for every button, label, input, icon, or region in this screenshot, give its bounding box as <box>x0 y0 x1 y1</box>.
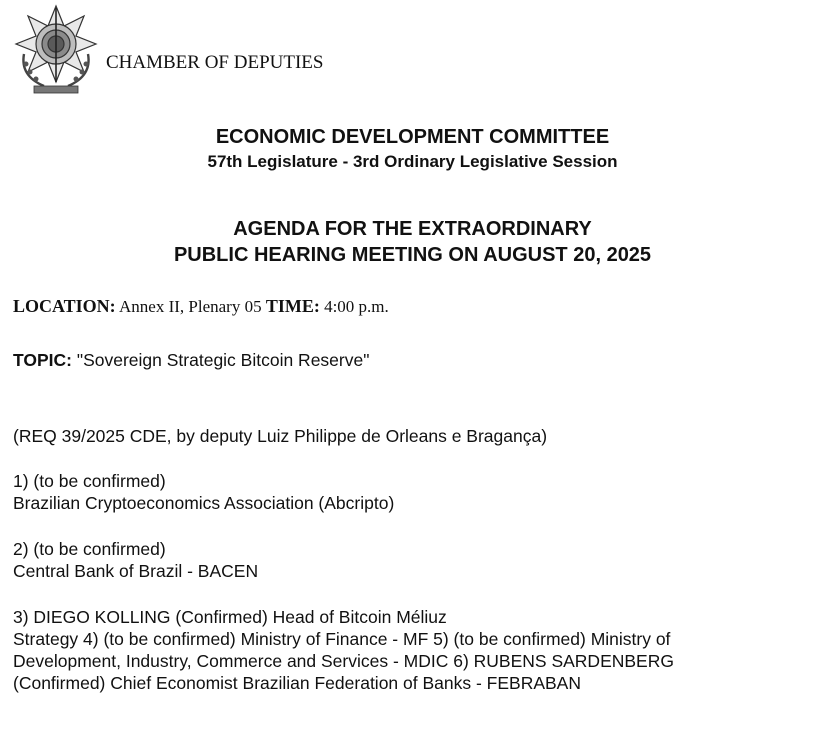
time-label: TIME: <box>265 296 320 316</box>
agenda-items-paragraph-line-4: (Confirmed) Chief Economist Brazilian Federation of Banks - FEBRABAN <box>13 673 581 693</box>
request-reference: (REQ 39/2025 CDE, by deputy Luiz Philippe de Orleans e Bragança) <box>13 426 548 446</box>
agenda-item-2-status: 2) (to be confirmed) <box>13 539 166 559</box>
meeting-location-time <box>13 296 389 317</box>
topic <box>13 350 369 371</box>
institution-name: CHAMBER OF DEPUTIES <box>106 52 324 73</box>
topic-value: "Sovereign Strategic Bitcoin Reserve" <box>76 350 370 370</box>
agenda-item-2-organization: Central Bank of Brazil - BACEN <box>13 561 259 581</box>
committee-name: ECONOMIC DEVELOPMENT COMMITTEE <box>215 126 610 148</box>
agenda-items-paragraph-line-3: Development, Industry, Commerce and Services - MDIC 6) RUBENS SARDENBERG <box>13 651 674 671</box>
legislative-session: 57th Legislature - 3rd Ordinary Legislative Session <box>207 152 618 171</box>
agenda-item-1-status: 1) (to be confirmed) <box>13 471 166 491</box>
location-label: LOCATION: <box>13 296 116 316</box>
agenda-items-paragraph-line-2: Strategy 4) (to be confirmed) Ministry of Finance - MF 5) (to be confirmed) Ministry of <box>13 629 671 649</box>
agenda-title-line-2: PUBLIC HEARING MEETING ON AUGUST 20, 2025 <box>173 244 652 266</box>
location-value: Annex II, Plenary 05 <box>119 297 262 316</box>
time-value: 4:00 p.m. <box>324 297 389 316</box>
brazil-coat-of-arms-icon <box>14 4 98 96</box>
agenda-item-1-organization: Brazilian Cryptoeconomics Association (Abcripto) <box>13 493 395 513</box>
topic-label: TOPIC: <box>13 350 72 370</box>
agenda-title-line-1: AGENDA FOR THE EXTRAORDINARY <box>233 218 592 240</box>
agenda-items-paragraph-line-1: 3) DIEGO KOLLING (Confirmed) Head of Bitcoin Méliuz <box>13 607 447 627</box>
